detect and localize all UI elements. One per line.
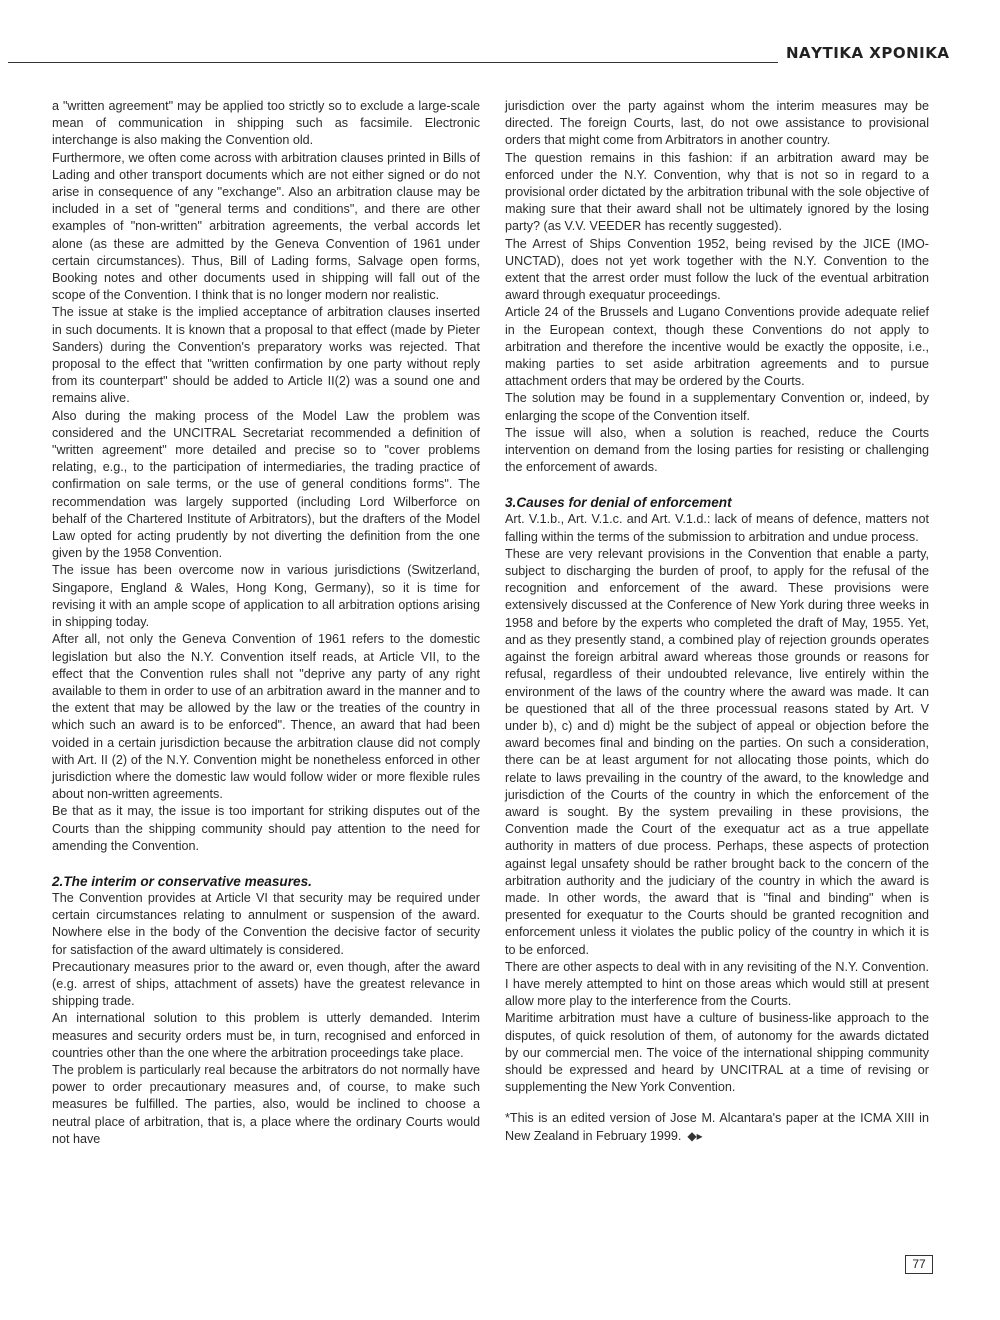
masthead-title: ΝΑΥΤΙΚΑ ΧΡΟΝΙΚΑ — [786, 44, 950, 62]
footnote — [505, 1110, 929, 1144]
paragraph: The solution may be found in a supplementary Convention or, indeed, by enlarging the scope of the Convention itself. — [505, 391, 929, 423]
paragraph: Be that as it may, the issue is too important for striking disputes out of the Courts than the shipping community should pay attention to the need for amending the Convention. — [52, 804, 480, 853]
paragraph: The issue at stake is the implied acceptance of arbitration clauses inserted in such documents. It is known that a proposal to that effect (made by Pieter Sanders) during the Convention's preparatory works was rejected. That proposal to the effect that "written confirmation by one party without reply from its counterpart" should be added to Article II(2) was a sound one and remains alive. — [52, 305, 480, 406]
section-heading-2: 2.The interim or conservative measures. — [52, 873, 312, 889]
paragraph: There are other aspects to deal with in any revisiting of the N.Y. Convention. I have merely attempted to hint on those areas which would still at present allow more play to the interference from the Courts. — [505, 959, 929, 1009]
paragraph: The problem is particularly real because the arbitrators do not normally have power to order precautionary measures and, of course, to make such measures be fulfilled. The parties, also, would be inclined to choose a neutral place of arbitration, that is, a place where the ordinary Courts would not have — [52, 1062, 480, 1146]
end-mark-icon: ◆▸ — [687, 1128, 703, 1143]
paragraph: a "written agreement" may be applied too strictly so to exclude a large-scale mean of communication in shipping such as facsimile. Electronic interchange is also making the Convention old. — [52, 99, 480, 148]
spacer — [52, 855, 480, 873]
paragraph: The issue will also, when a solution is reached, reduce the Courts intervention on demand from the losing parties for resisting or challenging the enforcement of awards. — [505, 425, 929, 475]
right-column — [505, 98, 929, 1145]
left-column — [52, 98, 480, 1148]
paragraph: After all, not only the Geneva Convention of 1961 refers to the domestic legislation but also the N.Y. Convention itself reads, at Article VII, to the effect that the Convention rules shall not "deprive any party of any right available to them in order to use of an arbitration award in the manner and to the extent that may be allowed by the law or the treaties of the country in which such an award is to be enforced". Thence, an award that had been voided in a certain jurisdiction because the arbitration clause did not comply with Art. II (2) of the N.Y. Convention might be nonetheless enforced in other jurisdiction where the domestic law would follow wider or more flexible rules about non-written agreements. — [52, 632, 480, 802]
paragraph: Article 24 of the Brussels and Lugano Conventions provide adequate relief in the European context, though these Conventions do not apply to arbitration and therefore the incentive would be exactly the opposite, i.e., making parties to set aside arbitration agreements and to pursue attachment orders that may be ordered by the Courts. — [505, 305, 929, 389]
paragraph: The question remains in this fashion: if an arbitration award may be enforced under the N.Y. Convention, why that is not so in regard to a provisional order dictated by the arbitration tribunal with the sole objective of making sure that their award shall not be ultimately ignored by the losing party? (as V.V. VEEDER has recently suggested). — [505, 150, 929, 234]
paragraph: These are very relevant provisions in the Convention that enable a party, subject to discharging the burden of proof, to apply for the refusal of the recognition and enforcement of the award. These provisions were extensively discussed at the Conference of New York during three weeks in 1958 and before by the experts who completed the draft of May, 1955. Yet, and as they presently stand, a combined play of rejection grounds operates against the foreign arbitral award whereas those grounds or reasons for refusal, regardless of their undoubted relevance, live entirely within the environment of the laws of the country where the award was made. It can be questioned that all of the three processual reasons stated by Art. V under b), c) and d) might be the subject of appeal or objection before the award becomes final and binding on the parties. On such a consideration, there can be at least argument for not allocating those points, which do relate to laws prevailing in the country of the award, to the knowledge and jurisdiction of the Courts of the country in which the enforcement of the award is sought. By the system prevailing in these provisions, the Convention made the Court of the exequatur act as a true appellate authority in matters of due process. Perhaps, these aspects of protection against legal unsafety should be rather brought back to the concern of the arbitration authority and the judiciary of the country in which the award is made. In other words, the award that is "final and binding" when is presented for exequatur to the Courts should be granted recognition and enforcement unless it violates the public policy of the country in which it is to be enforced. — [505, 546, 929, 957]
footnote-text: *This is an edited version of Jose M. Alcantara's paper at the ICMA XIII in New Zealand in February 1999. — [505, 1111, 929, 1143]
paragraph: An international solution to this problem is utterly demanded. Interim measures and security orders must be, in turn, recognised and enforced in countries other than the one where the arbitration proceedings take place. — [52, 1011, 480, 1060]
spacer — [505, 476, 929, 494]
header-rule — [8, 62, 778, 63]
paragraph: The Convention provides at Article VI that security may be required under certain circumstances relating to annulment or suspension of the award. Nowhere else in the body of the Convention the decisive factor of security for satisfaction of the award ultimately is considered. — [52, 890, 480, 957]
paragraph: Furthermore, we often come across with arbitration clauses printed in Bills of Lading and other transport documents which are not either signed or do not arise in consequence of any "exchange". Also an arbitration clause may be included in a set of "general terms and conditions", and there are other examples of "non-written" arbitration agreements, the verbal accords let alone (as these are admitted by the Geneva Convention of 1961 under certain circumstances). Thus, Bill of Lading forms, Salvage open forms, Booking notes and other documents used in shipping will fall out of the scope of the Convention. I think that is no longer modern nor realistic. — [52, 150, 480, 303]
paragraph: The Arrest of Ships Convention 1952, being revised by the JICE (IMO-UNCTAD), does not yet work together with the N.Y. Convention to the extent that the arrest order must follow the luck of the eventual arbitration award through exequatur proceedings. — [505, 236, 929, 303]
paragraph: jurisdiction over the party against whom the interim measures may be directed. The foreign Courts, last, do not owe assistance to provisional orders that might come from Arbitrators in another country. — [505, 99, 929, 148]
paragraph: Precautionary measures prior to the award or, even though, after the award (e.g. arrest of ships, attachment of assets) have the greatest relevance in shipping trade. — [52, 959, 480, 1009]
paragraph: Art. V.1.b., Art. V.1.c. and Art. V.1.d.: lack of means of defence, matters not falling within the terms of the submission to arbitration and undue process. — [505, 512, 929, 544]
paragraph: The issue has been overcome now in various jurisdictions (Switzerland, Singapore, England & Wales, Hong Kong, Germany), so it is time for revising it with an ample scope of application to all arbitration options arising in shipping today. — [52, 563, 480, 630]
paragraph: Also during the making process of the Model Law the problem was considered and the UNCITRAL Secretariat recommended a definition of "written agreement" more detailed and precise so to "cover problems relating, e.g., to the participation of intermediaries, the trading practice of confirmation on sale terms, or the use of general conditions forms". The recommendation was largely supported (including Lord Wilberforce on behalf of the Chartered Institute of Arbitrators), but the drafters of the Model Law opted for acting prudently by not diverting the definition from the one given by the 1958 Convention. — [52, 408, 480, 561]
section-heading-3: 3.Causes for denial of enforcement — [505, 495, 732, 511]
paragraph: Maritime arbitration must have a culture of business-like approach to the disputes, of quick resolution of them, of autonomy for the awards dictated by our commercial men. The voice of the international shipping community should be expressed and heard by UNCITRAL at a time of revising or supplementing the New York Convention. — [505, 1011, 929, 1095]
page-number: 77 — [905, 1255, 933, 1274]
